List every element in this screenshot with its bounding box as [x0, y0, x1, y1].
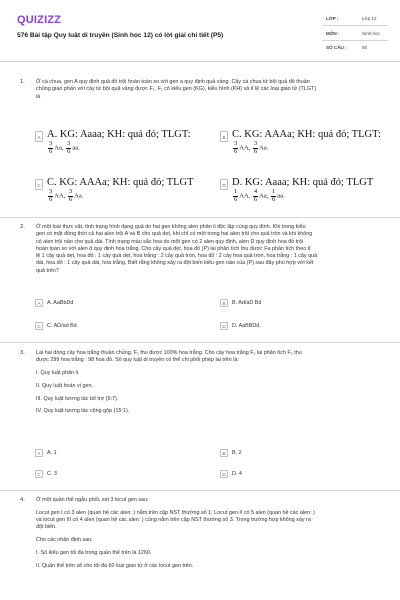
- option-letter-box: B: [220, 299, 228, 307]
- option-a[interactable]: [35, 131, 200, 171]
- question-line: quả trên?: [36, 267, 59, 274]
- option-text: B. 2: [232, 450, 242, 456]
- question-line: Ở một loài thực vật, tính trạng hình dạng quả do hai gen không alen phân li độc lập cùng quy định. Khi trong kiểu: [36, 224, 306, 230]
- question-subheading: Cho các nhận định sau:: [36, 537, 93, 544]
- question-line: lệ 1 cây quả dẹt, hoa đỏ : 1 cây quả dẹt, hoa trắng : 2 cây quả tròn, hoa đỏ : 2 cây hoa quả tròn, hoa trắng : 1 cây quả: [36, 253, 318, 260]
- question-number: 4.: [20, 497, 25, 503]
- meta-label: LỚP :: [326, 16, 339, 21]
- option-d[interactable]: [220, 322, 370, 332]
- fraction: $\frac{3}{6}$: [253, 140, 258, 155]
- meta-value: Lớp 12: [362, 16, 377, 21]
- question-text: [36, 497, 388, 570]
- fraction: $\frac{1}{6}$: [234, 188, 238, 203]
- question-text: [36, 79, 388, 101]
- question-line: gen có mặt đồng thời cả hai alen trội A và B cho quả dẹt, khi chỉ có một trong hai alen trội cho quả tròn và khi không: [36, 231, 313, 238]
- question-text: [36, 224, 388, 275]
- option-text: A. AaBbDd: [47, 300, 74, 306]
- meta-value: 50: [362, 45, 368, 50]
- question-text: [36, 350, 388, 416]
- option-letter-box: D: [220, 179, 228, 190]
- fraction: $\frac{3}{6}$: [49, 140, 53, 155]
- option-text: C. KG: AAAa; KH: quả đỏ; TLGT:: [232, 129, 381, 140]
- option-text: A. 1: [47, 450, 57, 456]
- fraction: $\frac{1}{6}$: [271, 188, 276, 203]
- option-text: C. 3: [47, 471, 57, 477]
- fraction: $\frac{3}{6}$: [67, 140, 71, 155]
- option-text: B. Ad/aD Bd: [232, 300, 262, 306]
- question-line: là: [36, 93, 41, 100]
- option-a[interactable]: [35, 299, 185, 309]
- option-text: D. AaBBDd.: [232, 323, 261, 329]
- question-line: có alen trội nào cho quả dài. Tính trạng màu sắc hoa do một gen có 2 alen quy định, alen D quy định hoa đỏ trội: [36, 238, 304, 245]
- gamete-ratio: $\frac{3}{6}$ AA, $\frac{3}{6}$ Aa.: [49, 188, 84, 203]
- statement: I. Số kiểu gen tối đa trong quần thể trên là 1260.: [36, 549, 152, 556]
- question-number: 1.: [20, 79, 25, 85]
- option-c[interactable]: [35, 179, 200, 219]
- option-letter-box: A: [35, 449, 43, 457]
- option-b[interactable]: [220, 299, 370, 309]
- option-letter-box: D: [220, 470, 228, 478]
- question-number: 3.: [20, 350, 25, 356]
- option-b[interactable]: [220, 131, 390, 171]
- meta-label: MÔN :: [326, 31, 340, 36]
- fraction: $\frac{3}{6}$: [68, 188, 73, 203]
- worksheet-title: 576 Bài tập Quy luật di truyền (Sinh học 12) có lời giải chi tiết (P5): [17, 32, 224, 39]
- gamete-ratio: $\frac{1}{6}$ AA, $\frac{4}{6}$ Aa, $\frac{1}{6}$ aa.: [234, 188, 285, 203]
- gamete-ratio: $\frac{3}{6}$ Aa, $\frac{3}{6}$ aa.: [49, 140, 80, 155]
- statement: II. Quần thể trên sẽ cho tối đa 60 loại giao tử ở các locut gen trên.: [36, 562, 194, 569]
- statement: II. Quy luật hoán vị gen.: [36, 382, 93, 389]
- option-a[interactable]: [35, 449, 185, 459]
- question-line: đột biến.: [36, 524, 57, 531]
- fraction: $\frac{4}{6}$: [253, 188, 258, 203]
- question-line: và locut gen III có 4 alen (quan hệ các alen: ) cùng nằm trên cặp NST thường số 3. Trong trường hợp không xảy ra: [36, 517, 311, 524]
- meta-label: SỐ CÂU :: [326, 45, 347, 50]
- option-d[interactable]: [220, 470, 370, 480]
- fraction: $\frac{3}{6}$: [234, 140, 238, 155]
- gamete-ratio: $\frac{3}{6}$ AA, $\frac{3}{6}$ Aa.: [234, 140, 269, 155]
- question-divider: [0, 342, 400, 343]
- option-d[interactable]: [220, 179, 390, 219]
- question-line: được 299 hoa trắng : 98 hoa đỏ. Số quy luật di truyền có thể chi phối phép lai trên là:: [36, 357, 239, 364]
- question-line: Locut gen I có 3 alen (quan hệ các alen: ) nằm trên cặp NST thường số 1; Locut gen II có 5 alen (quan hệ các alen: ): [36, 509, 315, 516]
- option-b[interactable]: [220, 449, 370, 459]
- question-line: Lai hai dòng cây hoa trắng thuần chủng, F₁ thu được 100% hoa trắng. Cho cây hoa trắng F₁ lai phân tích F₂ thu: [36, 350, 302, 356]
- option-letter-box: B: [220, 449, 228, 457]
- option-letter-box: A: [35, 131, 43, 142]
- option-text: D. 4: [232, 471, 242, 477]
- question-divider: [0, 217, 400, 218]
- question-number: 2.: [20, 224, 25, 230]
- option-text: A. KG: Aaaa; KH: quả đỏ; TLGT:: [47, 129, 191, 140]
- meta-value: Sinh học: [362, 31, 380, 36]
- question-intro: Ở một quần thể ngẫu phối, xét 3 locut gen sau:: [36, 497, 149, 503]
- option-text: D. KG: Aaaa; KH: quả đỏ; TLGT: [232, 177, 374, 188]
- option-letter-box: D: [220, 322, 228, 330]
- question-line: chủng giao phấn với cây tứ bội quả vàng được F₁. F₁ có kiểu gen (KG), kiểu hình (KH) và tỉ lệ các loại giao tử (TLGT): [36, 86, 317, 93]
- statement: IV. Quy luật tương tác cộng gộp (15:1).: [36, 408, 130, 415]
- worksheet-header: [0, 0, 400, 62]
- option-text: C. KG: AAAa; KH: quả đỏ; TLGT: [47, 177, 194, 188]
- meta-divider: [322, 25, 388, 26]
- question-line: Ở cà chua, gen A quy định quả đỏ trội hoàn toàn so với gen a quy định quả vàng. Cây cà chua tứ bội quả đỏ thuần: [36, 79, 310, 85]
- option-letter-box: C: [35, 322, 43, 330]
- option-letter-box: A: [35, 299, 43, 307]
- question-line: hoàn toàn so với alen d quy định hoa trắng. Cho cây quả dẹt, hoa đỏ (P) lai phân tích thu được Fa phân tích theo tỉ: [36, 245, 311, 252]
- question-divider: [0, 490, 400, 491]
- option-letter-box: B: [220, 131, 228, 142]
- question-line: dài, hoa đỏ : 1 cây quả dài, hoa trắng. Biết rằng không xảy ra đột biến kiểu gen nào của (P) sau đây phù hợp với kết: [36, 260, 314, 267]
- statement: III. Quy luật tương tác bổ trợ (9:7).: [36, 395, 119, 402]
- option-letter-box: C: [35, 470, 43, 478]
- meta-divider: [322, 40, 388, 41]
- option-text: C. AD/ad Bd: [47, 323, 77, 329]
- option-c[interactable]: [35, 322, 185, 332]
- quizizz-logo: QUIZIZZ: [17, 14, 62, 26]
- option-letter-box: C: [35, 179, 43, 190]
- fraction: $\frac{3}{6}$: [49, 188, 53, 203]
- statement: I. Quy luật phân li.: [36, 370, 80, 377]
- option-c[interactable]: [35, 470, 185, 480]
